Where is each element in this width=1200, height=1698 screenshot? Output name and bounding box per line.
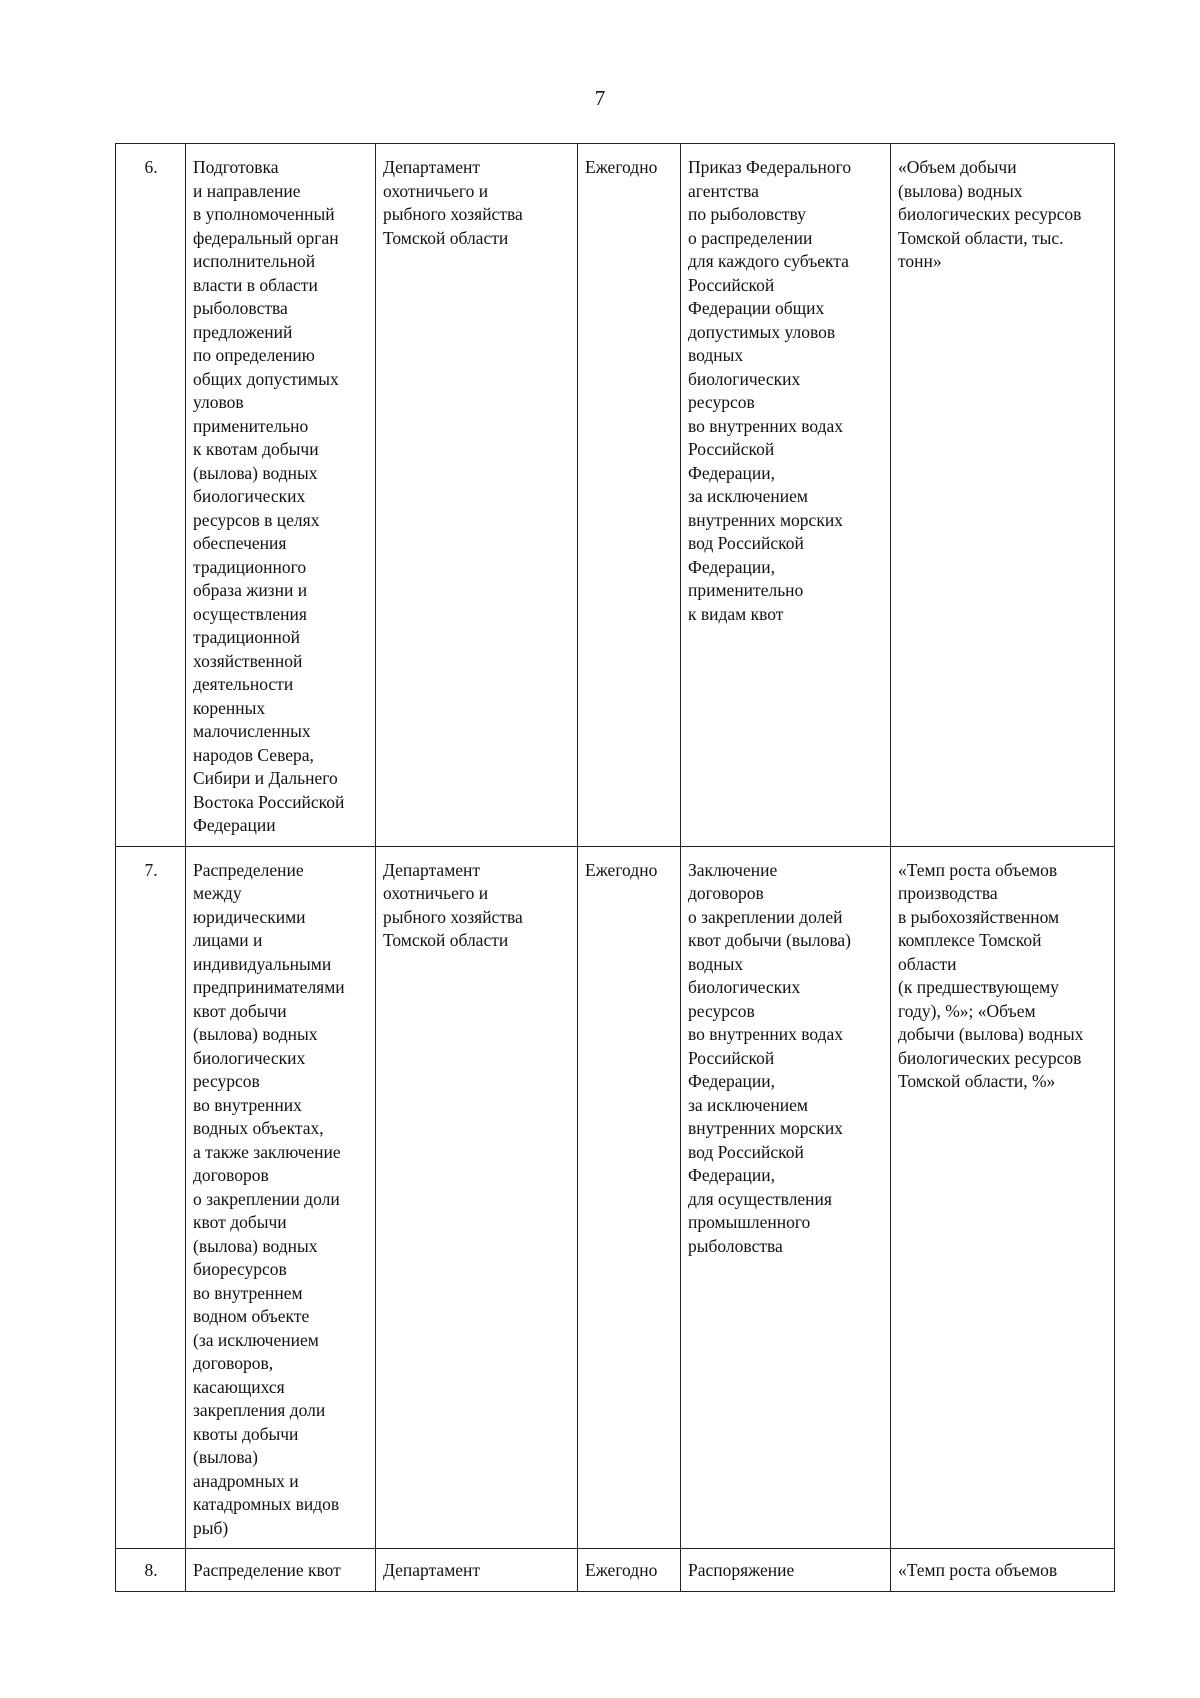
measure-name-line: во внутреннем	[193, 1282, 303, 1303]
measure-name-line: исполнительной	[193, 251, 316, 271]
measure-name-line: (вылова)	[193, 1447, 258, 1467]
expected-result-line: Федерации общих	[688, 298, 825, 318]
expected-result-line: Федерации,	[688, 1165, 776, 1185]
indicator-cell	[891, 846, 1115, 1549]
measure-name-line: уловов	[193, 392, 244, 412]
execution-period: Ежегодно	[585, 1560, 658, 1580]
measure-name-line: Распределение квот	[193, 1560, 341, 1580]
measure-name-cell	[186, 846, 376, 1549]
indicator-line: биологических ресурсов	[898, 1047, 1082, 1068]
measure-name-line: Распределение	[193, 859, 304, 880]
measure-name-line: ресурсов в целях	[193, 509, 320, 530]
indicator-line: биологических ресурсов	[898, 204, 1082, 224]
measure-name-line: (вылова) водных	[193, 1235, 318, 1256]
expected-result-line: во внутренних водах	[688, 1024, 844, 1044]
measure-name-line: федеральный орган	[193, 227, 339, 248]
expected-result-line: биологических	[688, 368, 801, 389]
measure-name-line: закрепления доли	[193, 1400, 326, 1420]
expected-result-line: агентства	[688, 180, 759, 201]
responsible-department-line: рыбного хозяйства	[383, 204, 523, 224]
execution-period-cell	[578, 144, 681, 847]
measure-name-line: предпринимателями	[193, 977, 345, 997]
measures-table	[115, 143, 1115, 1592]
measure-name-line: водном объекте	[193, 1306, 310, 1326]
row-number: 8.	[144, 1560, 158, 1580]
indicator-line: комплексе Томской	[898, 930, 1042, 950]
measure-name-line: хозяйственной	[193, 650, 303, 671]
expected-result-line: Федерации,	[688, 1071, 776, 1091]
expected-result-line: договоров	[688, 883, 764, 903]
expected-result-line: Заключение	[688, 859, 778, 880]
responsible-department-line: охотничьего и	[383, 180, 489, 201]
expected-result-line: биологических	[688, 977, 801, 997]
measure-name-line: лицами и	[193, 930, 263, 950]
expected-result-line: во внутренних водах	[688, 415, 844, 436]
expected-result-line: за исключением	[688, 1094, 808, 1115]
table-row	[116, 846, 1115, 1549]
expected-result-line: квот добычи (вылова)	[688, 930, 852, 950]
measure-name-line: (вылова) водных	[193, 462, 318, 483]
expected-result-line: Распоряжение	[688, 1560, 795, 1580]
indicator-line: области	[898, 953, 957, 974]
measure-name-line: анадромных и	[193, 1470, 299, 1491]
expected-result-cell	[681, 1549, 891, 1592]
indicator-line: Томской области, %»	[898, 1071, 1056, 1091]
expected-result-line: Приказ Федерального	[688, 157, 852, 177]
page-number: 7	[594, 86, 606, 110]
measure-name-line: биологических	[193, 486, 306, 506]
measure-name-line: ресурсов	[193, 1071, 260, 1091]
measure-name-line: малочисленных	[193, 721, 311, 741]
expected-result-line: для осуществления	[688, 1188, 832, 1209]
row-number: 6.	[144, 157, 158, 177]
measure-name-line: водных объектах,	[193, 1118, 324, 1138]
responsible-department-line: охотничьего и	[383, 883, 489, 903]
measure-name-line: Федерации	[193, 815, 276, 835]
responsible-department-line: Департамент	[383, 157, 481, 177]
measure-name-line: во внутренних	[193, 1094, 302, 1115]
row-number-cell	[116, 1549, 186, 1592]
measure-name-cell	[186, 144, 376, 847]
measure-name-line: биоресурсов	[193, 1259, 287, 1279]
table-row	[116, 1549, 1115, 1592]
responsible-department-line: Департамент	[383, 1560, 481, 1580]
measure-name-line: в уполномоченный	[193, 204, 335, 224]
indicator-line: «Темп роста объемов	[898, 859, 1058, 880]
measure-name-line: договоров	[193, 1165, 269, 1185]
expected-result-line: Российской	[688, 1047, 775, 1068]
expected-result-line: для каждого субъекта	[688, 251, 849, 271]
expected-result-cell	[681, 846, 891, 1549]
measure-name-line: договоров,	[193, 1353, 274, 1373]
expected-result-line: ресурсов	[688, 1000, 755, 1021]
measure-name-line: к квотам добычи	[193, 439, 319, 459]
measure-name-line: Востока Российской	[193, 791, 345, 812]
expected-result-line: внутренних морских	[688, 1118, 843, 1138]
expected-result-line: Федерации,	[688, 556, 776, 577]
expected-result-line: водных	[688, 953, 744, 974]
measure-name-line: образа жизни и	[193, 580, 308, 600]
expected-result-line: рыболовства	[688, 1235, 783, 1256]
indicator-line: производства	[898, 883, 998, 903]
measure-name-line: Подготовка	[193, 157, 279, 177]
indicator-line: году), %»; «Объем	[898, 1000, 1036, 1021]
measure-name-line: квот добычи	[193, 1000, 287, 1021]
expected-result-cell	[681, 144, 891, 847]
responsible-department-line: рыбного хозяйства	[383, 906, 523, 927]
execution-period: Ежегодно	[585, 859, 658, 880]
measure-name-line: применительно	[193, 415, 309, 436]
measure-name-line: о закреплении доли	[193, 1188, 340, 1209]
expected-result-line: промышленного	[688, 1212, 811, 1232]
measure-name-line: осуществления	[193, 603, 307, 624]
indicator-line: тонн»	[898, 251, 942, 271]
execution-period-cell	[578, 846, 681, 1549]
expected-result-line: о распределении	[688, 227, 813, 248]
expected-result-line: водных	[688, 345, 744, 365]
measure-name-line: и направление	[193, 180, 301, 201]
expected-result-line: Российской	[688, 439, 775, 459]
execution-period: Ежегодно	[585, 157, 658, 177]
expected-result-line: применительно	[688, 580, 804, 600]
responsible-department-cell	[376, 144, 578, 847]
measure-name-cell	[186, 1549, 376, 1592]
expected-result-line: Российской	[688, 274, 775, 295]
responsible-department-line: Департамент	[383, 859, 481, 880]
expected-result-line: к видам квот	[688, 603, 784, 624]
expected-result-line: о закреплении долей	[688, 906, 843, 927]
indicator-line: добычи (вылова) водных	[898, 1024, 1084, 1044]
expected-result-line: внутренних морских	[688, 509, 843, 530]
indicator-line: Томской области, тыс.	[898, 227, 1064, 248]
measure-name-line: индивидуальными	[193, 953, 332, 974]
indicator-line: (к предшествующему	[898, 977, 1059, 997]
measure-name-line: между	[193, 883, 242, 903]
measure-name-line: катадромных видов	[193, 1494, 340, 1514]
responsible-department-cell	[376, 846, 578, 1549]
expected-result-line: вод Российской	[688, 1141, 804, 1162]
table-row	[116, 144, 1115, 847]
responsible-department-line: Томской области	[383, 930, 509, 950]
measure-name-line: традиционной	[193, 627, 300, 647]
expected-result-line: допустимых уловов	[688, 321, 836, 342]
measure-name-line: рыболовства	[193, 298, 288, 318]
measure-name-line: предложений	[193, 321, 293, 342]
indicator-line: «Темп роста объемов	[898, 1560, 1058, 1580]
measure-name-line: квот добычи	[193, 1212, 287, 1232]
measure-name-line: касающихся	[193, 1376, 285, 1397]
measure-name-line: народов Севера,	[193, 744, 314, 765]
indicator-line: (вылова) водных	[898, 180, 1023, 201]
expected-result-line: по рыболовству	[688, 204, 806, 224]
measure-name-line: (вылова) водных	[193, 1024, 318, 1044]
row-number-cell	[116, 144, 186, 847]
expected-result-line: за исключением	[688, 486, 808, 506]
measure-name-line: общих допустимых	[193, 368, 339, 389]
measure-name-line: (за исключением	[193, 1329, 319, 1350]
measure-name-line: квоты добычи	[193, 1423, 299, 1444]
measure-name-line: по определению	[193, 345, 315, 365]
execution-period-cell	[578, 1549, 681, 1592]
measure-name-line: юридическими	[193, 906, 306, 927]
indicator-line: «Объем добычи	[898, 157, 1017, 177]
expected-result-line: вод Российской	[688, 533, 804, 553]
row-number: 7.	[144, 859, 158, 880]
indicator-line: в рыбохозяйственном	[898, 906, 1060, 927]
measure-name-line: обеспечения	[193, 533, 287, 553]
responsible-department-line: Томской области	[383, 227, 509, 248]
measure-name-line: власти в области	[193, 274, 318, 295]
indicator-cell	[891, 1549, 1115, 1592]
measure-name-line: рыб)	[193, 1517, 229, 1538]
expected-result-line: Федерации,	[688, 462, 776, 483]
measure-name-line: а также заключение	[193, 1141, 341, 1162]
measure-name-line: Сибири и Дальнего	[193, 768, 338, 788]
row-number-cell	[116, 846, 186, 1549]
measure-name-line: деятельности	[193, 674, 294, 694]
measure-name-line: коренных	[193, 697, 266, 718]
measure-name-line: биологических	[193, 1047, 306, 1068]
responsible-department-cell	[376, 1549, 578, 1592]
measure-name-line: традиционного	[193, 556, 307, 577]
indicator-cell	[891, 144, 1115, 847]
expected-result-line: ресурсов	[688, 392, 755, 412]
